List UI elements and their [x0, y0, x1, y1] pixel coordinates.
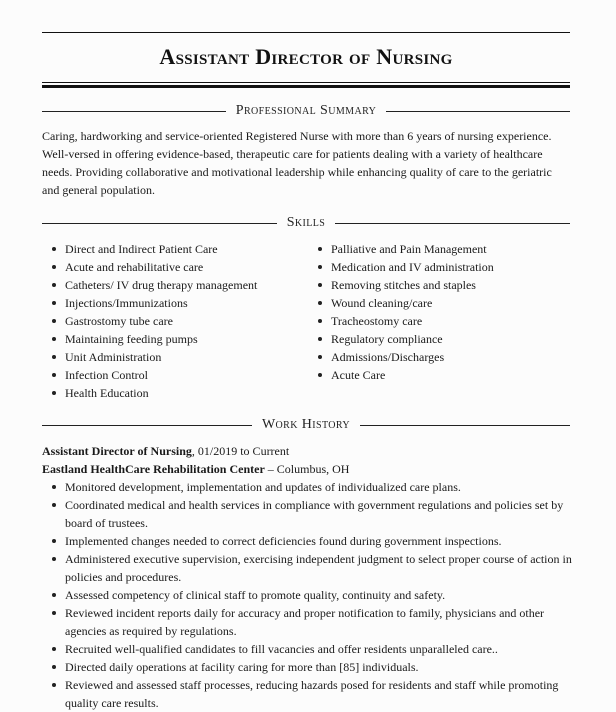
skill-item: Palliative and Pain Management [318, 240, 568, 258]
section-heading-skills [42, 215, 570, 231]
duty-item: Implemented changes needed to correct deficiencies found during government inspections. [52, 532, 572, 550]
job-title: Assistant Director of Nursing [42, 444, 192, 458]
heading-rule-left [42, 425, 252, 426]
skill-item: Infection Control [52, 366, 307, 384]
duty-item: Assessed competency of clinical staff to promote quality, continuity and safety. [52, 586, 572, 604]
summary-paragraph: Caring, hardworking and service-oriented Registered Nurse with more than 6 years of nursing experience. Well-versed in offering evidence-based, therapeutic care for patients dealing with a variety of healthcare needs. Providing collaborative and motivational leadership while enhancing quality of care to the geriatric and general population. [42, 129, 552, 197]
heading-rule-left [42, 111, 226, 112]
duty-item: Reviewed and assessed staff processes, reducing hazards posed for residents and staff while promoting quality care results. [52, 676, 572, 712]
heading-rule-right [360, 425, 570, 426]
duty-item: Coordinated medical and health services in compliance with government regulations and policies set by board of trustees. [52, 496, 572, 532]
skill-item: Gastrostomy tube care [52, 312, 307, 330]
employer-location: – Columbus, OH [264, 462, 350, 476]
heading-rule-right [386, 111, 570, 112]
skill-item: Injections/Immunizations [52, 294, 307, 312]
duty-item: Monitored development, implementation and updates of individualized care plans. [52, 478, 572, 496]
title-rule-thin [42, 82, 570, 83]
employer-name: Eastland HealthCare Rehabilitation Center [42, 462, 265, 476]
job-dates: , 01/2019 to Current [191, 444, 290, 458]
section-label: Skills [286, 215, 326, 230]
job-title-line [42, 442, 289, 460]
resume-title: Assistant Director of Nursing [159, 44, 453, 69]
heading-rule-left [42, 223, 277, 224]
skill-item: Maintaining feeding pumps [52, 330, 307, 348]
skill-item: Regulatory compliance [318, 330, 568, 348]
section-label: Professional Summary [235, 103, 377, 118]
skill-item: Acute and rehabilitative care [52, 258, 307, 276]
skills-list-column-2 [318, 240, 568, 384]
skill-item: Catheters/ IV drug therapy management [52, 276, 307, 294]
top-rule [42, 32, 570, 33]
skill-item: Unit Administration [52, 348, 307, 366]
section-heading-work-history [42, 417, 570, 433]
skill-item: Medication and IV administration [318, 258, 568, 276]
skills-list-column-1 [52, 240, 307, 402]
skill-item: Removing stitches and staples [318, 276, 568, 294]
duty-item: Administered executive supervision, exercising independent judgment to select proper course of action in policies and procedures. [52, 550, 572, 586]
duty-item: Directed daily operations at facility caring for more than [85] individuals. [52, 658, 572, 676]
skill-item: Acute Care [318, 366, 568, 384]
skill-item: Admissions/Discharges [318, 348, 568, 366]
section-label: Work History [261, 417, 351, 432]
skill-item: Health Education [52, 384, 307, 402]
skill-item: Wound cleaning/care [318, 294, 568, 312]
job-duties-list [52, 478, 572, 712]
title-rule-thick [42, 85, 570, 88]
skill-item: Tracheostomy care [318, 312, 568, 330]
duty-item: Recruited well-qualified candidates to fill vacancies and offer residents unparalleled care.. [52, 640, 572, 658]
duty-item: Reviewed incident reports daily for accuracy and proper notification to family, physicians and other agencies as required by regulations. [52, 604, 572, 640]
employer-line [42, 460, 349, 478]
section-heading-summary [42, 103, 570, 119]
skill-item: Direct and Indirect Patient Care [52, 240, 307, 258]
heading-rule-right [335, 223, 570, 224]
